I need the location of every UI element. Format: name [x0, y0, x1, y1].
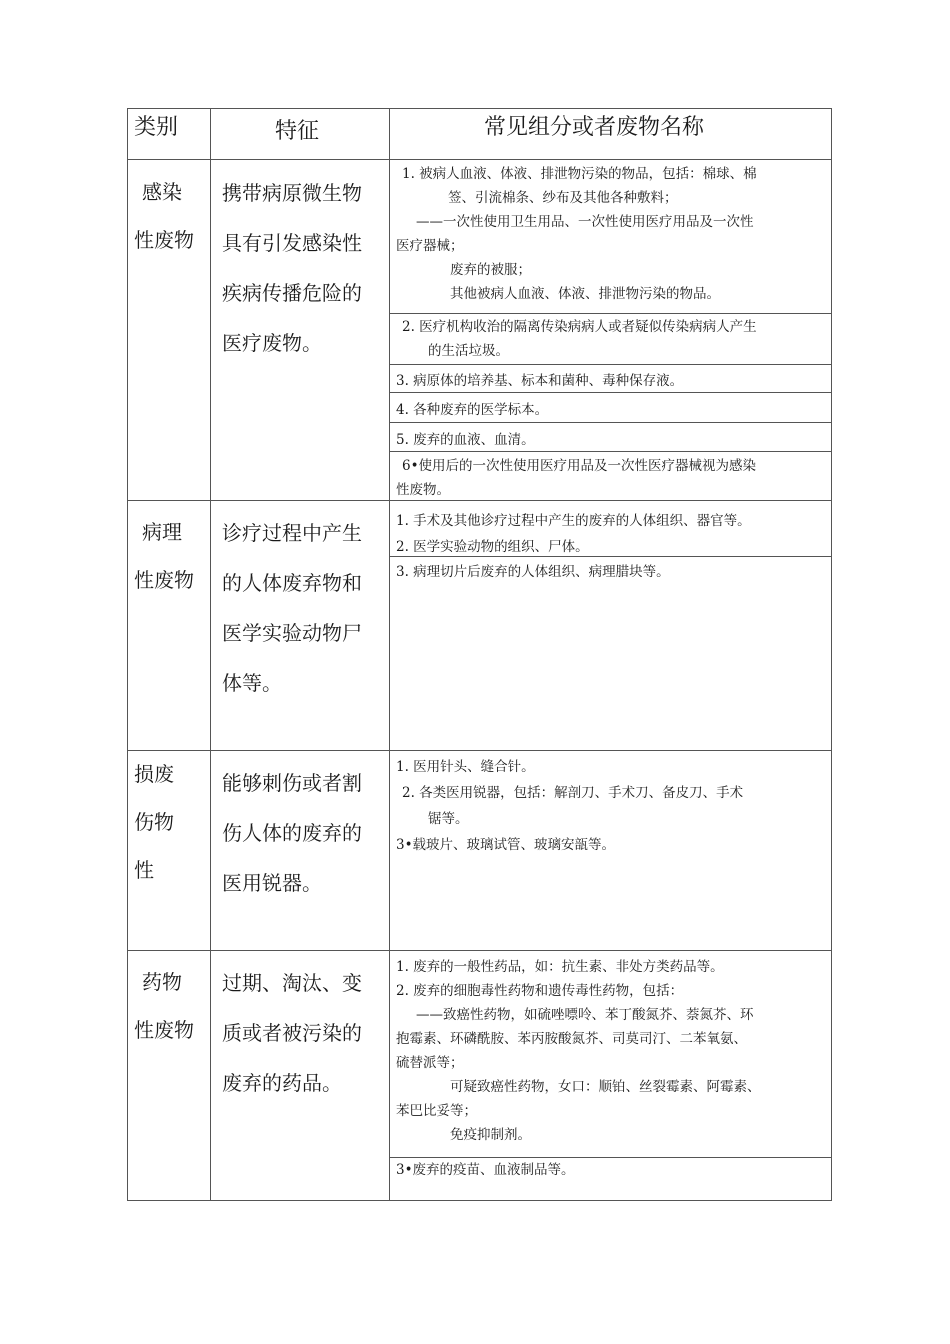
item-line: 性废物。	[396, 482, 450, 498]
item-line: 3. 病理切片后废弃的人体组织、病理腊块等。	[396, 564, 670, 580]
row-pathological-feature	[222, 508, 362, 708]
category-line: 药物	[142, 970, 182, 994]
feature-line: 诊疗过程中产生	[222, 521, 362, 545]
feature-line: 体等。	[222, 671, 282, 695]
row-pathological-category	[134, 508, 194, 604]
row-pharmaceutical-items-1	[396, 955, 761, 1147]
table-border-top	[127, 108, 832, 109]
feature-line: 疾病传播危险的	[222, 281, 362, 305]
row-infectious-items-5	[396, 428, 535, 452]
row-sharps-feature	[222, 758, 362, 908]
row-infectious-items-3	[396, 369, 683, 393]
row-infectious-items-6	[396, 454, 756, 502]
feature-line: 废弃的药品。	[222, 1071, 342, 1095]
feature-line: 医用锐器。	[222, 871, 322, 895]
row-infectious-items-1	[396, 162, 757, 306]
feature-line: 携带病原微生物	[222, 181, 362, 205]
subcell-divider	[389, 364, 832, 365]
row-infectious-items-4	[396, 398, 548, 422]
category-line: 性废物	[134, 1018, 194, 1042]
item-line: 硫替派等；	[396, 1055, 464, 1071]
feature-line: 过期、淘汰、变	[222, 971, 362, 995]
row-sharps-category	[134, 750, 174, 894]
row-pharmaceutical-items-2	[396, 1158, 575, 1182]
table-border-right	[831, 108, 832, 1201]
header-category: 类别	[134, 115, 179, 140]
feature-line: 医疗废物。	[222, 331, 322, 355]
table-border-left	[127, 108, 128, 1201]
item-line: 抱霉素、环磷酰胺、苯丙胺酸氮芥、司莫司汀、二苯氧氨、	[396, 1031, 747, 1047]
row-divider-2	[127, 750, 832, 751]
row-infectious-category	[134, 168, 194, 264]
item-line: 签、引流棉条、纱布及其他各种敷料；	[448, 190, 678, 206]
row-infectious-items-2	[396, 315, 757, 363]
column-divider-1	[210, 108, 211, 1201]
item-line: 其他被病人血液、体液、排泄物污染的物品。	[450, 286, 720, 302]
category-line: 损废	[134, 762, 174, 786]
item-line: 1. 被病人血液、体液、排泄物污染的物品，包括：棉球、棉	[402, 166, 757, 182]
feature-line: 的人体废弃物和	[222, 571, 362, 595]
row-pathological-items-1	[396, 508, 751, 560]
item-line: 4. 各种废弃的医学标本。	[396, 402, 549, 418]
subcell-divider	[389, 313, 832, 314]
row-pharmaceutical-category	[134, 958, 194, 1054]
row-divider-header	[127, 159, 832, 160]
feature-line: 伤人体的废弃的	[222, 821, 362, 845]
item-line: 3•废弃的疫苗、血液制品等。	[396, 1162, 575, 1178]
row-pharmaceutical-feature	[222, 958, 362, 1108]
item-line: 可疑致癌性药物，女口：顺铂、丝裂霉素、阿霉素、	[450, 1079, 761, 1095]
row-infectious-feature	[222, 168, 362, 368]
feature-line: 质或者被污染的	[222, 1021, 362, 1045]
item-line: ——一次性使用卫生用品、一次性使用医疗用品及一次性	[416, 214, 754, 230]
item-line: 6•使用后的一次性使用医疗用品及一次性医疗器械视为感染	[402, 458, 757, 474]
category-line: 性	[134, 858, 154, 882]
item-line: 5. 废弃的血液、血清。	[396, 432, 535, 448]
category-line: 感染	[142, 180, 182, 204]
category-line: 病理	[142, 520, 182, 544]
item-line: 3. 病原体的培养基、标本和菌种、毒种保存液。	[396, 373, 684, 389]
item-line: 1. 手术及其他诊疗过程中产生的废弃的人体组织、器官等。	[396, 513, 751, 529]
item-line: 3•载玻片、玻璃试管、玻璃安瓿等。	[396, 837, 616, 853]
item-line: 2. 各类医用锐器，包括：解剖刀、手术刀、备皮刀、手术	[402, 785, 744, 801]
category-line: 性废物	[134, 228, 194, 252]
item-line: 医疗器械；	[396, 238, 464, 254]
item-line: 废弃的被服；	[450, 262, 531, 278]
row-divider-3	[127, 950, 832, 951]
item-line: ——致癌性药物，如硫唑嘌呤、苯丁酸氮芥、萘氮芥、环	[416, 1007, 754, 1023]
row-pathological-items-2	[396, 560, 670, 584]
item-line: 1. 医用针头、缝合针。	[396, 759, 535, 775]
table-border-bottom	[127, 1200, 832, 1201]
item-line: 锯等。	[428, 811, 469, 827]
column-divider-2	[389, 108, 390, 1201]
category-line: 伤物	[134, 810, 174, 834]
item-line: 免疫抑制剂。	[450, 1127, 531, 1143]
item-line: 2. 医疗机构收治的隔离传染病病人或者疑似传染病病人产生	[402, 319, 757, 335]
item-line: 2. 医学实验动物的组织、尸体。	[396, 539, 589, 555]
header-feature: 特征	[275, 119, 320, 144]
item-line: 2. 废弃的细胞毒性药物和遗传毒性药物，包括：	[396, 983, 684, 999]
feature-line: 能够刺伤或者割	[222, 771, 362, 795]
header-components: 常见组分或者废物名称	[484, 115, 705, 140]
item-line: 1. 废弃的一般性药品，如：抗生素、非处方类药品等。	[396, 959, 724, 975]
feature-line: 医学实验动物尸	[222, 621, 362, 645]
item-line: 苯巴比妥等；	[396, 1103, 477, 1119]
row-sharps-items	[396, 754, 743, 858]
feature-line: 具有引发感染性	[222, 231, 362, 255]
category-line: 性废物	[134, 568, 194, 592]
subcell-divider	[389, 422, 832, 423]
item-line: 的生活垃圾。	[428, 343, 509, 359]
